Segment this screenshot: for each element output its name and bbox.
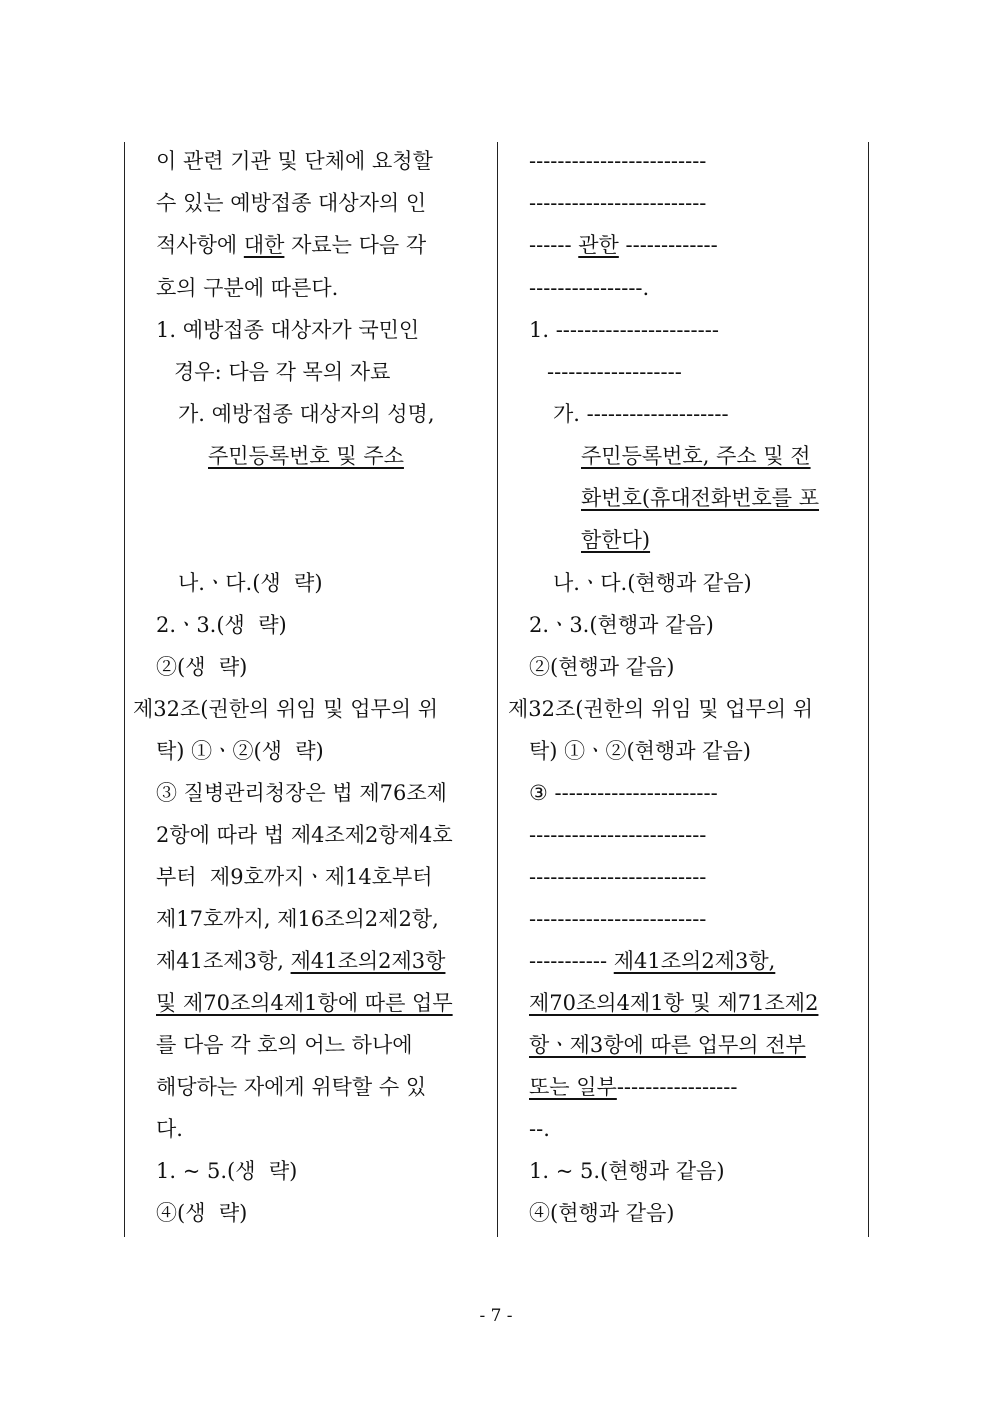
text-segment: ------------------------- xyxy=(529,865,707,889)
text-segment: 가. 예방접종 대상자의 성명, xyxy=(178,402,435,426)
text-segment: ④(생 략) xyxy=(156,1201,248,1225)
text-segment: 자료는 다음 각 xyxy=(284,233,427,257)
revised-text-column xyxy=(0,142,992,1237)
text-segment: 1. ~ 5.(생 략) xyxy=(156,1159,298,1183)
text-segment: ------------- xyxy=(618,233,718,257)
underlined-text: 제41조의2제3항, xyxy=(613,949,776,973)
text-segment: ④(현행과 같음) xyxy=(529,1201,675,1225)
text-segment: 를 다음 각 호의 어느 하나에 xyxy=(156,1033,413,1057)
underlined-text: 화번호(휴대전화번호를 포 xyxy=(581,486,820,510)
text-line xyxy=(529,189,706,217)
text-line xyxy=(529,737,751,765)
text-segment: 탁) ①ㆍ②(현행과 같음) xyxy=(529,739,751,763)
text-line xyxy=(581,442,811,470)
text-segment: 나.ㆍ다.(현행과 같음) xyxy=(553,571,752,595)
text-segment: 호의 구분에 따른다. xyxy=(156,276,339,300)
text-line xyxy=(529,1199,675,1227)
text-line xyxy=(581,484,819,512)
underlined-text: 항ㆍ제3항에 따른 업무의 전부 xyxy=(529,1033,806,1057)
text-segment: ------------------------- xyxy=(529,149,707,173)
text-segment: ------------------- xyxy=(547,360,682,384)
text-line xyxy=(529,1073,737,1101)
text-segment: 경우: 다음 각 목의 자료 xyxy=(174,360,391,384)
text-segment: 이 관련 기관 및 단체에 요청할 xyxy=(156,149,433,173)
text-segment: 제17호까지, 제16조의2제2항, xyxy=(156,907,439,931)
text-segment: ②(생 략) xyxy=(156,655,248,679)
text-line xyxy=(553,400,729,428)
text-line xyxy=(529,947,775,975)
text-line xyxy=(508,695,813,723)
text-segment: ②(현행과 같음) xyxy=(529,655,675,679)
text-segment: ----------------. xyxy=(529,276,650,300)
underlined-text: 대한 xyxy=(243,233,285,257)
underlined-text: 관한 xyxy=(578,233,619,257)
text-segment: ----------------- xyxy=(616,1075,738,1099)
text-line xyxy=(529,316,719,344)
text-segment: 해당하는 자에게 위탁할 수 있 xyxy=(156,1075,427,1099)
underlined-text: 주민등록번호, 주소 및 전 xyxy=(581,444,811,468)
underlined-text: 주민등록번호 및 주소 xyxy=(208,444,404,468)
text-segment: 1. ~ 5.(현행과 같음) xyxy=(529,1159,725,1183)
text-segment: --. xyxy=(529,1117,550,1141)
underlined-text: 및 제70조의4제1항에 따른 업무 xyxy=(156,991,453,1015)
text-line xyxy=(529,905,706,933)
text-segment: 가. -------------------- xyxy=(553,402,729,426)
text-line xyxy=(581,526,650,554)
text-line xyxy=(553,569,752,597)
text-line xyxy=(529,1157,725,1185)
underlined-text: 또는 일부 xyxy=(529,1075,617,1099)
text-line xyxy=(529,274,649,302)
text-segment: 다. xyxy=(156,1117,183,1141)
text-segment: 탁) ①ㆍ②(생 략) xyxy=(156,739,324,763)
text-line xyxy=(529,1115,550,1143)
underlined-text: 함한다) xyxy=(581,528,651,552)
text-line xyxy=(529,863,706,891)
text-line xyxy=(529,231,718,259)
text-line xyxy=(529,653,675,681)
text-line xyxy=(529,611,714,639)
text-segment: 제32조(권한의 위임 및 업무의 위 xyxy=(133,697,439,721)
underlined-text: 제41조의2제3항 xyxy=(290,949,446,973)
text-segment: 1. ----------------------- xyxy=(529,318,719,342)
text-segment: ----------- xyxy=(529,949,614,973)
text-segment: ③ 질병관리청장은 법 제76조제 xyxy=(156,781,447,805)
text-segment: 나.ㆍ다.(생 략) xyxy=(178,571,323,595)
text-line xyxy=(529,147,706,175)
text-line xyxy=(547,358,682,386)
page-number: - 7 - xyxy=(479,1306,513,1326)
text-segment: 적사항에 xyxy=(156,233,244,257)
text-line xyxy=(529,779,718,807)
text-segment: ------------------------- xyxy=(529,823,707,847)
underlined-text: 제70조의4제1항 및 제71조제2 xyxy=(529,991,819,1015)
text-segment: 부터 제9호까지ㆍ제14호부터 xyxy=(156,865,433,889)
text-line xyxy=(529,989,818,1017)
text-segment: 수 있는 예방접종 대상자의 인 xyxy=(156,191,427,215)
text-line xyxy=(529,1031,806,1059)
text-line xyxy=(529,821,706,849)
text-segment: ------------------------- xyxy=(529,191,707,215)
text-segment: ------ xyxy=(529,233,579,257)
text-segment: 2.ㆍ3.(현행과 같음) xyxy=(529,613,714,637)
text-segment: 1. 예방접종 대상자가 국민인 xyxy=(156,318,420,342)
text-segment: 2.ㆍ3.(생 략) xyxy=(156,613,287,637)
text-segment: ------------------------- xyxy=(529,907,707,931)
text-segment: 제32조(권한의 위임 및 업무의 위 xyxy=(508,697,814,721)
text-segment: 제41조제3항, xyxy=(156,949,291,973)
text-segment: ③ ----------------------- xyxy=(529,781,718,805)
text-segment: 2항에 따라 법 제4조제2항제4호 xyxy=(156,823,453,847)
